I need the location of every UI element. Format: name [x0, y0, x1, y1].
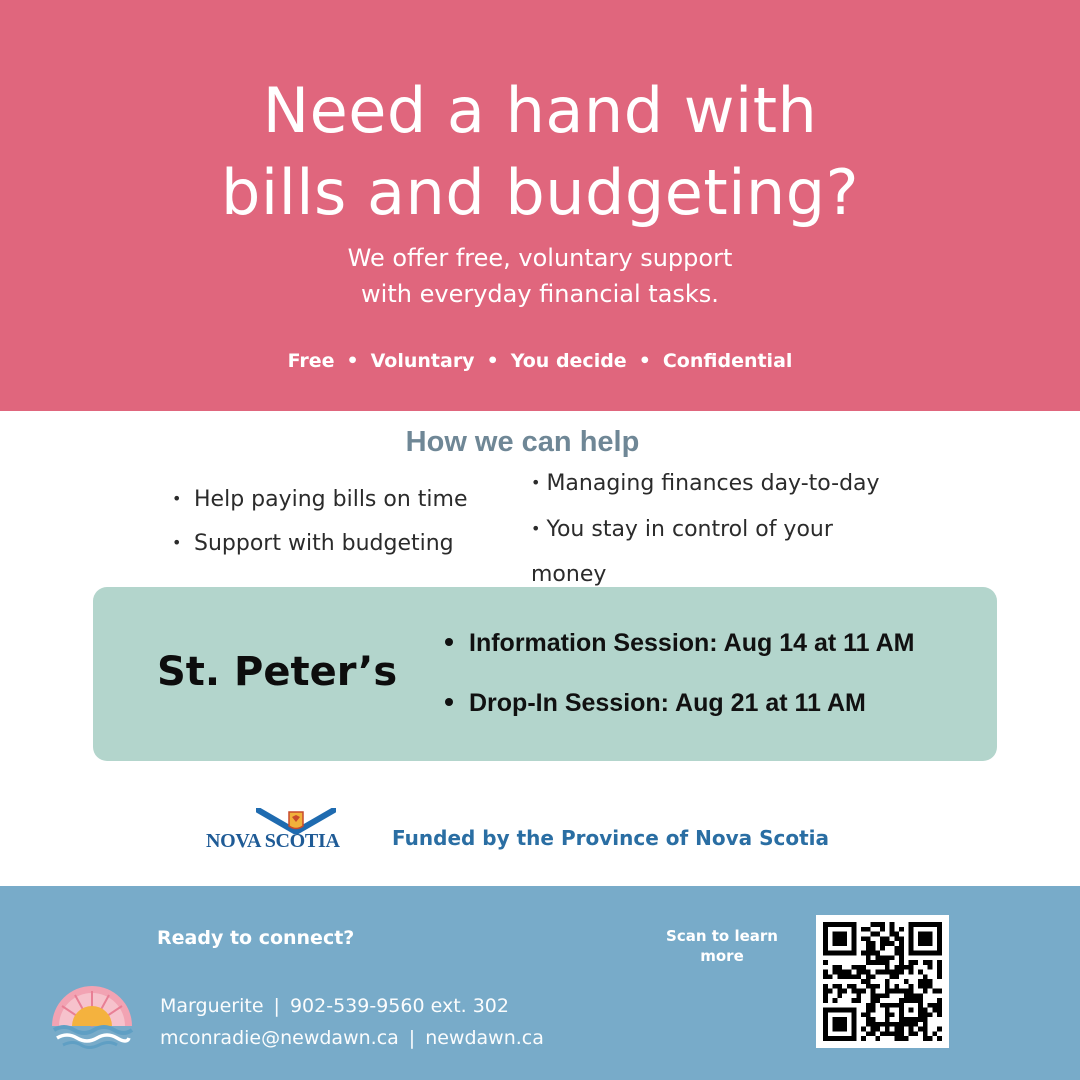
- bullet: •: [531, 519, 541, 538]
- separator: |: [408, 1027, 416, 1049]
- tag-separator: •: [638, 350, 651, 372]
- contact-phone[interactable]: 902-539-9560 ext. 302: [289, 995, 509, 1017]
- session-info: Information Session: Aug 14 at 11 AM: [469, 629, 915, 657]
- scan-caption-line-1: Scan to learn: [666, 927, 778, 945]
- hero-title: [0, 70, 1080, 234]
- bullet: [445, 638, 453, 646]
- hero-title-line-2: bills and budgeting?: [221, 156, 859, 229]
- location-title: St. Peter’s: [157, 649, 398, 695]
- help-item-text: Help paying bills on time: [194, 487, 468, 512]
- tag-separator: •: [486, 350, 499, 372]
- list-item: [445, 685, 914, 745]
- tag-voluntary: Voluntary: [370, 350, 475, 372]
- hero-title-line-1: Need a hand with: [262, 74, 818, 147]
- session-drop-in: Drop-In Session: Aug 21 at 11 AM: [469, 689, 866, 717]
- session-list: [445, 625, 914, 745]
- funding-text: Funded by the Province of Nova Scotia: [392, 826, 830, 850]
- hero-banner: [0, 0, 1080, 411]
- contact-info: [160, 990, 544, 1054]
- nova-scotia-wordmark: NOVA SCOTIA: [206, 830, 340, 852]
- tag-confidential: Confidential: [662, 350, 793, 372]
- contact-website[interactable]: newdawn.ca: [425, 1027, 544, 1049]
- contact-line-1: [160, 990, 544, 1022]
- list-item: [172, 482, 468, 526]
- bullet: [445, 698, 453, 706]
- help-list-left: [172, 482, 468, 570]
- qr-code-image: [823, 922, 942, 1041]
- scan-caption-line-2: more: [700, 947, 744, 965]
- session-card: [93, 587, 997, 761]
- hero-subtitle: [0, 240, 1080, 312]
- nova-scotia-logo: [206, 808, 358, 854]
- bullet: •: [531, 473, 541, 492]
- contact-name: Marguerite: [160, 995, 264, 1017]
- list-item: [531, 460, 911, 506]
- footer: [0, 886, 1080, 1080]
- hero-subtitle-line-2: with everyday financial tasks.: [361, 280, 719, 308]
- tag-separator: •: [346, 350, 359, 372]
- list-item: [445, 625, 914, 685]
- help-item-text: You stay in control of your money: [531, 517, 833, 587]
- separator: |: [273, 995, 280, 1017]
- bullet: •: [172, 533, 182, 552]
- scan-caption: [660, 926, 784, 966]
- tag-free: Free: [287, 350, 335, 372]
- new-dawn-sunrise-logo: [49, 984, 135, 1050]
- contact-line-2: [160, 1022, 544, 1054]
- ready-heading: Ready to connect?: [157, 927, 355, 949]
- list-item: [531, 506, 911, 597]
- list-item: [172, 526, 468, 570]
- qr-code[interactable]: [816, 915, 949, 1048]
- help-item-text: Managing finances day-to-day: [546, 471, 880, 496]
- bullet: •: [172, 489, 182, 508]
- hero-tags: [0, 346, 1080, 376]
- hero-subtitle-line-1: We offer free, voluntary support: [347, 244, 733, 272]
- help-list-right: [531, 460, 911, 597]
- help-item-text: Support with budgeting: [194, 531, 454, 556]
- contact-email[interactable]: mconradie@newdawn.ca: [160, 1027, 399, 1049]
- help-heading: How we can help: [405, 426, 640, 458]
- tag-you-decide: You decide: [510, 350, 627, 372]
